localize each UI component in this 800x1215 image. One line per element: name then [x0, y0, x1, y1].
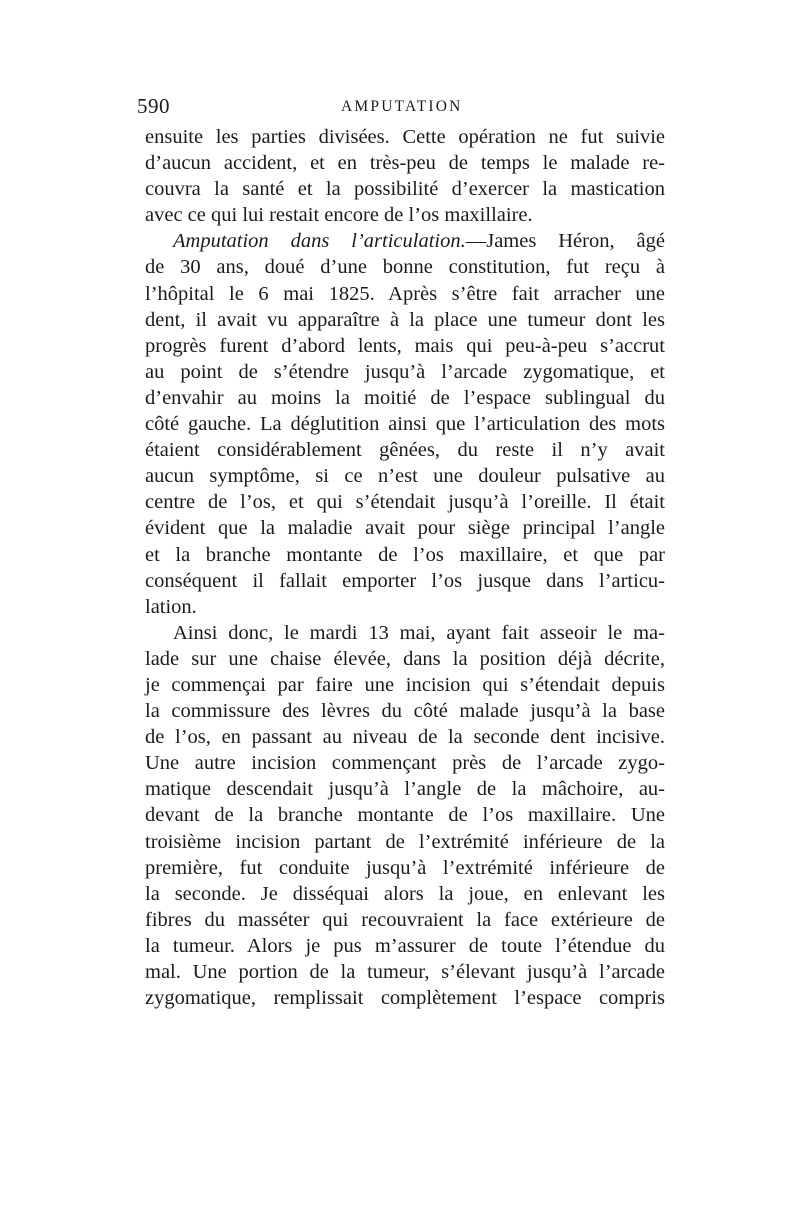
text-line: devant de la branche montante de l’os maxillaire. Une [145, 804, 665, 827]
text-line: évident que la maladie avait pour siège principal l’angle [145, 517, 665, 540]
text-line: première, fut conduite jusqu’à l’extrémité inférieure de [145, 856, 665, 879]
text-line: ensuite les parties divisées. Cette opération ne fut suivie [145, 126, 665, 148]
text-line: au point de s’étendre jusqu’à l’arcade zygomatique, et [145, 360, 665, 383]
text-line: la commissure des lèvres du côté malade jusqu’à la base [145, 700, 665, 723]
text-line: progrès furent d’abord lents, mais qui peu-à-peu s’accrut [145, 334, 665, 357]
text-line: lade sur une chaise élevée, dans la position déjà décrite, [145, 647, 665, 670]
text-line: étaient considérablement gênées, du reste il n’y avait [145, 439, 665, 462]
text-line: centre de l’os, et qui s’étendait jusqu’à l’oreille. Il était [145, 491, 665, 514]
text-line: lation. [145, 595, 197, 618]
text-line: la seconde. Je disséquai alors la joue, en enlevant les [145, 882, 665, 905]
text-line: je commençai par faire une incision qui s’étendait depuis [145, 673, 665, 696]
text-line: fibres du masséter qui recouvraient la face extérieure de [145, 908, 665, 931]
body-text [145, 124, 665, 1011]
text-line: la tumeur. Alors je pus m’assurer de toute l’étendue du [145, 934, 665, 957]
page-number: 590 [137, 94, 170, 118]
text-line: mal. Une portion de la tumeur, s’élevant jusqu’à l’arcade [145, 961, 665, 983]
text-line: conséquent il fallait emporter l’os jusque dans l’articu- [145, 569, 665, 592]
text-line: d’aucun accident, et en très-peu de temps le malade re- [145, 152, 665, 175]
text-line: Une autre incision commençant près de l’arcade zygo- [145, 752, 665, 775]
section-heading-line [145, 228, 665, 254]
text-line: de 30 ans, doué d’une bonne constitution, fut reçu à [145, 256, 665, 279]
running-head: AMPUTATION [341, 98, 463, 115]
text-line: troisième incision partant de l’extrémité inférieure de la [145, 830, 665, 853]
text-line: l’hôpital le 6 mai 1825. Après s’être fait arracher une [145, 282, 665, 305]
text-line: d’envahir au moins la moitié de l’espace sublingual du [145, 386, 665, 409]
text-line: dent, il avait vu apparaître à la place une tumeur dont les [145, 308, 665, 331]
text-line: de l’os, en passant au niveau de la seconde dent incisive. [145, 726, 665, 749]
text-line: avec ce qui lui restait encore de l’os maxillaire. [145, 204, 533, 227]
text-line: côté gauche. La déglutition ainsi que l’articulation des mots [145, 413, 665, 436]
text-line: matique descendait jusqu’à l’angle de la mâchoire, au- [145, 778, 665, 801]
text-run: —James Héron, âgé [465, 230, 665, 253]
section-heading: Amputation dans l’articulation. [173, 230, 466, 253]
text-line: zygomatique, remplissait complètement l’espace compris [145, 987, 665, 1010]
text-line: Ainsi donc, le mardi 13 mai, ayant fait asseoir le ma- [173, 621, 665, 644]
text-line: et la branche montante de l’os maxillaire, et que par [145, 543, 665, 566]
text-line: aucun symptôme, si ce n’est une douleur pulsative au [145, 465, 665, 488]
text-line: couvra la santé et la possibilité d’exercer la mastication [145, 178, 665, 201]
